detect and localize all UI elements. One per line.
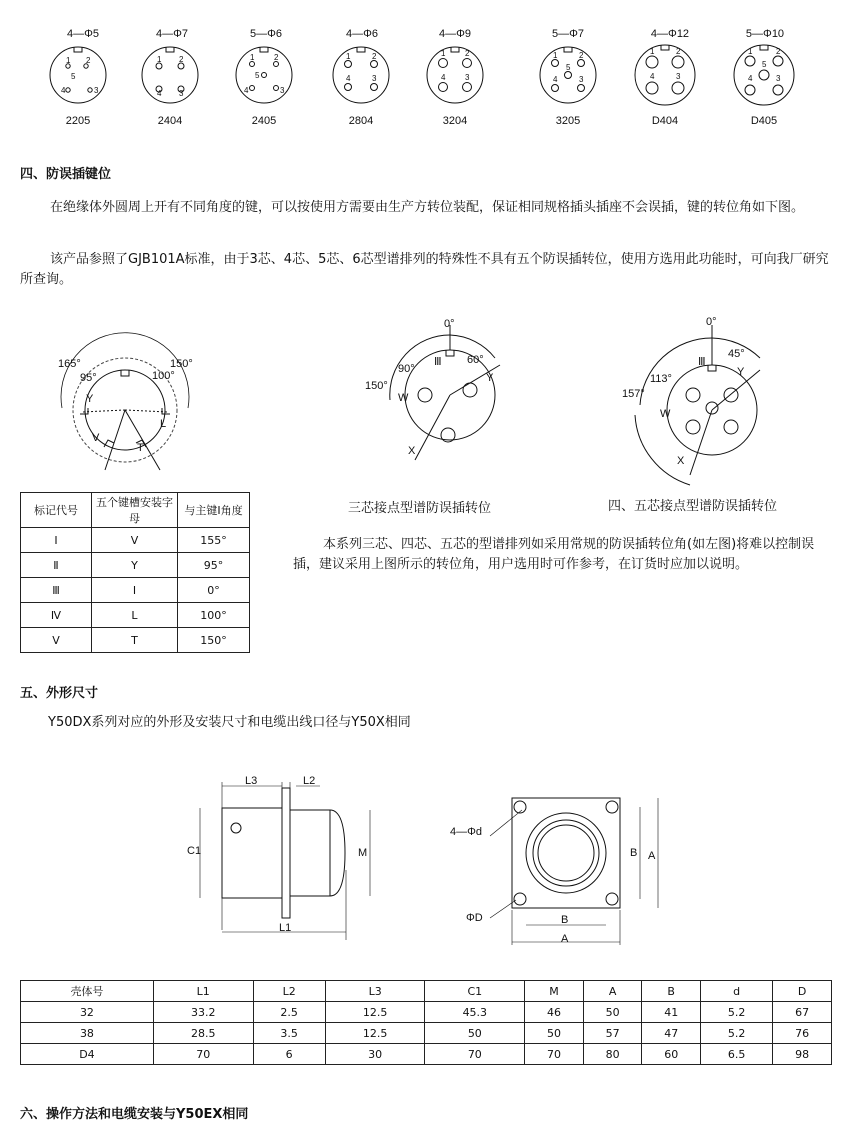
table-cell: 57 bbox=[583, 1023, 642, 1044]
dim-label-4phid: 4—Φd bbox=[450, 826, 483, 838]
svg-text:4: 4 bbox=[346, 74, 351, 83]
table-cell: D4 bbox=[21, 1044, 154, 1065]
four-five-core-caption: 四、五芯接点型谱防误插转位 bbox=[608, 499, 778, 514]
table-header-cell: d bbox=[701, 981, 773, 1002]
svg-text:2: 2 bbox=[579, 51, 584, 60]
svg-text:2: 2 bbox=[179, 55, 184, 64]
svg-text:3: 3 bbox=[465, 73, 470, 82]
pin-model-label: D405 bbox=[750, 115, 778, 127]
table-cell: Ⅴ bbox=[21, 628, 92, 653]
table-header-cell: 壳体号 bbox=[21, 981, 154, 1002]
table-header-row bbox=[21, 981, 832, 1002]
key-letter: X bbox=[408, 445, 416, 457]
svg-text:4: 4 bbox=[748, 74, 753, 83]
table-cell: 6 bbox=[253, 1044, 325, 1065]
angle-label: 100° bbox=[152, 370, 175, 382]
pin-model-label: 2405 bbox=[251, 115, 277, 127]
dim-label-M: M bbox=[358, 847, 368, 859]
table-cell: 47 bbox=[642, 1023, 701, 1044]
svg-text:1: 1 bbox=[250, 53, 255, 62]
svg-text:5: 5 bbox=[566, 63, 571, 72]
svg-text:2: 2 bbox=[274, 53, 279, 62]
angle-label: 95° bbox=[80, 372, 97, 384]
table-cell: Ⅰ bbox=[21, 528, 92, 553]
key-letter: Ⅲ bbox=[698, 356, 706, 368]
table-cell: Ⅳ bbox=[21, 603, 92, 628]
table-row bbox=[21, 528, 250, 553]
svg-text:5: 5 bbox=[255, 71, 260, 80]
svg-text:4: 4 bbox=[244, 86, 249, 95]
table-row bbox=[21, 553, 250, 578]
angle-label: 0° bbox=[706, 316, 717, 328]
table-cell: 150° bbox=[178, 628, 250, 653]
pin-layout-diagrams bbox=[0, 0, 850, 135]
svg-text:2: 2 bbox=[676, 47, 681, 56]
table-cell: 30 bbox=[325, 1044, 425, 1065]
table-header-cell: 与主键Ⅰ角度 bbox=[178, 493, 250, 528]
dim-label-A-vertical: A bbox=[648, 850, 656, 862]
table-header-cell: L1 bbox=[153, 981, 253, 1002]
pin-spec-label: 4—Φ7 bbox=[155, 28, 188, 40]
table-cell: 38 bbox=[21, 1023, 154, 1044]
table-cell: 70 bbox=[525, 1044, 584, 1065]
svg-text:4: 4 bbox=[61, 86, 66, 95]
pin-diagram-2804 bbox=[333, 47, 389, 103]
angle-label: 150° bbox=[365, 380, 388, 392]
table-row bbox=[21, 1002, 832, 1023]
table-cell: 41 bbox=[642, 1002, 701, 1023]
angle-label: 113° bbox=[650, 373, 672, 385]
section4-paragraph-2: 该产品参照了GJB101A标准，由于3芯、4芯、5芯、6芯型谱排列的特殊性不具有五个防误插转位，使用方选用此功能时，可向我厂研究所查询。 bbox=[20, 252, 829, 287]
pin-model-label: 2804 bbox=[348, 115, 374, 127]
table-cell: 5.2 bbox=[701, 1002, 773, 1023]
table-cell: 3.5 bbox=[253, 1023, 325, 1044]
table-header-cell: L2 bbox=[253, 981, 325, 1002]
key-letter: Y bbox=[737, 366, 745, 378]
table-cell: 33.2 bbox=[153, 1002, 253, 1023]
pin-model-label: 2205 bbox=[65, 115, 91, 127]
table-cell: 50 bbox=[425, 1023, 525, 1044]
pin-model-label: D404 bbox=[651, 115, 679, 127]
dim-label-L2: L2 bbox=[303, 775, 316, 787]
table-cell: 12.5 bbox=[325, 1023, 425, 1044]
svg-text:1: 1 bbox=[553, 51, 558, 60]
key-position-diagrams bbox=[0, 310, 850, 490]
svg-text:5: 5 bbox=[71, 72, 76, 81]
table-cell: 70 bbox=[153, 1044, 253, 1065]
svg-text:3: 3 bbox=[676, 72, 681, 81]
table-cell: 46 bbox=[525, 1002, 584, 1023]
key-diagram-standard bbox=[61, 333, 189, 470]
pin-model-label: 2404 bbox=[157, 115, 183, 127]
angle-label: 90° bbox=[398, 363, 415, 375]
table-cell: 95° bbox=[178, 553, 250, 578]
key-letter: W bbox=[660, 408, 671, 420]
svg-text:2: 2 bbox=[86, 56, 91, 65]
pin-diagram-2404 bbox=[142, 47, 198, 103]
dim-label-B-vertical: B bbox=[630, 847, 638, 859]
angle-label: 157° bbox=[622, 388, 645, 400]
svg-text:2: 2 bbox=[372, 52, 377, 61]
angle-label: 45° bbox=[728, 348, 745, 360]
svg-text:3: 3 bbox=[579, 75, 584, 84]
pin-spec-label: 5—Φ6 bbox=[249, 28, 282, 40]
svg-text:1: 1 bbox=[346, 52, 351, 61]
table-cell: 50 bbox=[525, 1023, 584, 1044]
svg-text:2: 2 bbox=[776, 47, 781, 56]
table-cell: 12.5 bbox=[325, 1002, 425, 1023]
table-header-cell: M bbox=[525, 981, 584, 1002]
pin-spec-label: 5—Φ7 bbox=[551, 28, 584, 40]
table-row bbox=[21, 1023, 832, 1044]
pin-spec-label: 4—Φ9 bbox=[438, 28, 471, 40]
dimension-table bbox=[20, 980, 832, 1065]
section5-text: Y50DX系列对应的外形及安装尺寸和电缆出线口径与Y50X相同 bbox=[48, 715, 411, 730]
table-cell: 80 bbox=[583, 1044, 642, 1065]
table-header-cell: 标记代号 bbox=[21, 493, 92, 528]
dim-label-B: B bbox=[561, 914, 569, 926]
svg-text:5: 5 bbox=[762, 60, 767, 69]
key-letter: W bbox=[398, 392, 409, 404]
outline-drawings bbox=[0, 770, 850, 950]
three-core-caption: 三芯接点型谱防误插转位 bbox=[348, 501, 492, 516]
table-cell: 76 bbox=[773, 1023, 832, 1044]
table-cell: 32 bbox=[21, 1002, 154, 1023]
key-letter: Ⅲ bbox=[434, 356, 442, 368]
svg-text:2: 2 bbox=[465, 49, 470, 58]
svg-text:3: 3 bbox=[280, 86, 285, 95]
table-cell: 2.5 bbox=[253, 1002, 325, 1023]
table-header-cell: L3 bbox=[325, 981, 425, 1002]
svg-text:4: 4 bbox=[553, 75, 558, 84]
table-cell: 28.5 bbox=[153, 1023, 253, 1044]
dim-label-A: A bbox=[561, 933, 569, 945]
svg-text:1: 1 bbox=[748, 47, 753, 56]
angle-label: 0° bbox=[444, 318, 455, 330]
table-header-cell: D bbox=[773, 981, 832, 1002]
pin-diagram-3204 bbox=[427, 47, 483, 103]
dim-label-phiD: ΦD bbox=[466, 912, 483, 924]
svg-text:4: 4 bbox=[157, 89, 162, 98]
section4-title: 四、防误插键位 bbox=[20, 167, 112, 182]
table-cell: Y bbox=[92, 553, 178, 578]
pin-diagram-3205 bbox=[540, 47, 596, 103]
table-cell: Ⅲ bbox=[21, 578, 92, 603]
svg-text:1: 1 bbox=[650, 47, 655, 56]
table-row bbox=[21, 603, 250, 628]
key-letter: V bbox=[92, 432, 100, 444]
table-cell: 60 bbox=[642, 1044, 701, 1065]
pin-layout-row bbox=[0, 0, 850, 135]
front-view-drawing bbox=[490, 798, 658, 945]
table-header-cell: A bbox=[583, 981, 642, 1002]
pin-spec-label: 5—Φ10 bbox=[745, 28, 785, 40]
pin-diagram-D405 bbox=[734, 45, 794, 105]
key-letter: X bbox=[677, 455, 685, 467]
angle-label: 60° bbox=[467, 354, 484, 366]
table-cell: Ⅱ bbox=[21, 553, 92, 578]
table-cell: 70 bbox=[425, 1044, 525, 1065]
table-header-cell: 五个键槽安装字母 bbox=[92, 493, 178, 528]
table-cell: T bbox=[92, 628, 178, 653]
svg-text:4: 4 bbox=[650, 72, 655, 81]
table-header-cell: B bbox=[642, 981, 701, 1002]
svg-text:3: 3 bbox=[94, 86, 99, 95]
section5-title: 五、外形尺寸 bbox=[20, 686, 99, 701]
table-cell: V bbox=[92, 528, 178, 553]
table-cell: 50 bbox=[583, 1002, 642, 1023]
svg-text:1: 1 bbox=[66, 56, 71, 65]
side-view-drawing bbox=[200, 782, 370, 940]
table-row bbox=[21, 578, 250, 603]
key-note-paragraph: 本系列三芯、四芯、五芯的型谱排列如采用常规的防误插转位角(如左图)将难以控制误插，建议采用上图所示的转位角，用户选用时可作参考，在订货时应加以说明。 bbox=[293, 537, 815, 572]
table-cell: 0° bbox=[178, 578, 250, 603]
pin-spec-label: 4—Φ6 bbox=[345, 28, 378, 40]
table-row bbox=[21, 1044, 832, 1065]
section4-paragraph-1: 在绝缘体外圆周上开有不同角度的键，可以按使用方需要由生产方转位装配，保证相同规格插头插座不会误插，键的转位角如下图。 bbox=[50, 200, 805, 215]
table-row bbox=[21, 628, 250, 653]
svg-text:3: 3 bbox=[372, 74, 377, 83]
angle-label: 150° bbox=[170, 358, 193, 370]
table-header-row bbox=[21, 493, 250, 528]
key-letter: Y bbox=[86, 393, 94, 405]
svg-text:3: 3 bbox=[179, 89, 184, 98]
pin-model-label: 3205 bbox=[555, 115, 581, 127]
dim-label-L3: L3 bbox=[245, 775, 258, 787]
key-letter: L bbox=[160, 418, 167, 430]
table-cell: I bbox=[92, 578, 178, 603]
dim-label-L1: L1 bbox=[279, 922, 292, 934]
key-angle-table bbox=[20, 492, 250, 653]
table-header-cell: C1 bbox=[425, 981, 525, 1002]
pin-spec-label: 4—Φ5 bbox=[66, 28, 99, 40]
svg-text:1: 1 bbox=[157, 55, 162, 64]
svg-text:1: 1 bbox=[441, 49, 446, 58]
table-cell: 45.3 bbox=[425, 1002, 525, 1023]
table-cell: 98 bbox=[773, 1044, 832, 1065]
svg-text:4: 4 bbox=[441, 73, 446, 82]
svg-text:3: 3 bbox=[776, 74, 781, 83]
table-cell: L bbox=[92, 603, 178, 628]
table-cell: 5.2 bbox=[701, 1023, 773, 1044]
section6-title: 六、操作方法和电缆安装与Y50EX相同 bbox=[20, 1107, 249, 1122]
key-letter: T bbox=[137, 442, 144, 454]
table-cell: 6.5 bbox=[701, 1044, 773, 1065]
table-cell: 100° bbox=[178, 603, 250, 628]
key-letter: Y bbox=[486, 372, 494, 384]
angle-label: 165° bbox=[58, 358, 81, 370]
table-cell: 67 bbox=[773, 1002, 832, 1023]
pin-model-label: 3204 bbox=[442, 115, 468, 127]
pin-diagram-D404 bbox=[635, 45, 695, 105]
pin-spec-label: 4—Φ12 bbox=[650, 28, 690, 40]
table-cell: 155° bbox=[178, 528, 250, 553]
dim-label-C1: C1 bbox=[187, 845, 202, 857]
